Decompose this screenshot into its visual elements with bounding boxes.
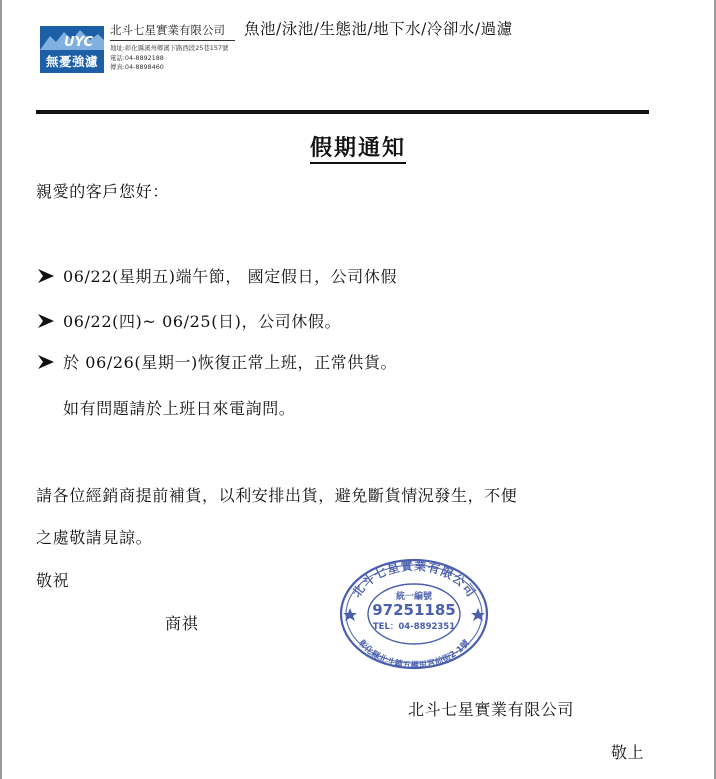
bullet-item bbox=[36, 309, 341, 332]
notice-title-text: 假期通知 bbox=[310, 135, 406, 164]
bullet-item bbox=[36, 264, 397, 287]
signature-signoff: 敬上 bbox=[611, 743, 645, 762]
closing-wish: 敬祝 bbox=[36, 571, 70, 590]
seal-star-right-icon bbox=[471, 608, 485, 621]
bullet-item bbox=[36, 350, 397, 373]
bullet-text: 06/22(四)~ 06/25(日)，公司休假。 bbox=[63, 312, 342, 331]
arrow-bullet-icon bbox=[36, 354, 56, 370]
logo-mountain-icon bbox=[40, 26, 104, 50]
seal-label: 統一編號 bbox=[395, 592, 433, 602]
notice-title bbox=[0, 131, 716, 162]
seal-number: 97251185 bbox=[372, 601, 456, 619]
request-line-2: 之處敬請見諒。 bbox=[36, 528, 153, 547]
company-fax: 傳真:04-8898460 bbox=[110, 63, 164, 72]
company-phone: 電話:04-8892188 bbox=[110, 53, 164, 62]
services-list: 魚池/泳池/生態池/地下水/冷卻水/過濾 bbox=[244, 20, 513, 38]
company-name: 北斗七星實業有限公司 bbox=[110, 23, 225, 37]
seal-tel: TEL：04-8892351 bbox=[372, 622, 456, 632]
company-info bbox=[110, 22, 235, 73]
arrow-bullet-icon bbox=[36, 268, 56, 284]
request-line-1: 請各位經銷商提前補貨，以利安排出貨，避免斷貨情況發生，不便 bbox=[36, 486, 518, 505]
logo-word: UYC bbox=[64, 35, 94, 50]
arrow-bullet-icon bbox=[36, 313, 56, 329]
seal-star-left-icon bbox=[343, 608, 357, 621]
contact-note: 如有問題請於上班日來電詢問。 bbox=[63, 399, 296, 418]
signature-company: 北斗七星實業有限公司 bbox=[408, 700, 575, 719]
company-logo bbox=[40, 26, 104, 73]
seal-bottom-text: 彰化縣北斗鎮五權里宮前街2-1號 bbox=[356, 638, 472, 671]
bullet-text: 06/22(星期五)端午節， 國定假日，公司休假 bbox=[63, 267, 398, 286]
company-divider bbox=[110, 40, 235, 41]
company-seal-stamp bbox=[338, 558, 490, 671]
seal-top-text: 北斗七星實業有限公司 bbox=[349, 558, 479, 600]
page-border-left bbox=[0, 0, 2, 779]
logo-text: 無憂強濾 bbox=[45, 54, 98, 69]
bullet-text: 於 06/26(星期一)恢復正常上班，正常供貨。 bbox=[63, 353, 398, 372]
header-rule bbox=[36, 110, 649, 114]
closing-regards: 商祺 bbox=[165, 614, 199, 633]
company-address: 地址:彰化縣溪州鄉溪下路西段25巷157號 bbox=[110, 44, 229, 52]
greeting: 親愛的客戶您好： bbox=[36, 182, 169, 201]
